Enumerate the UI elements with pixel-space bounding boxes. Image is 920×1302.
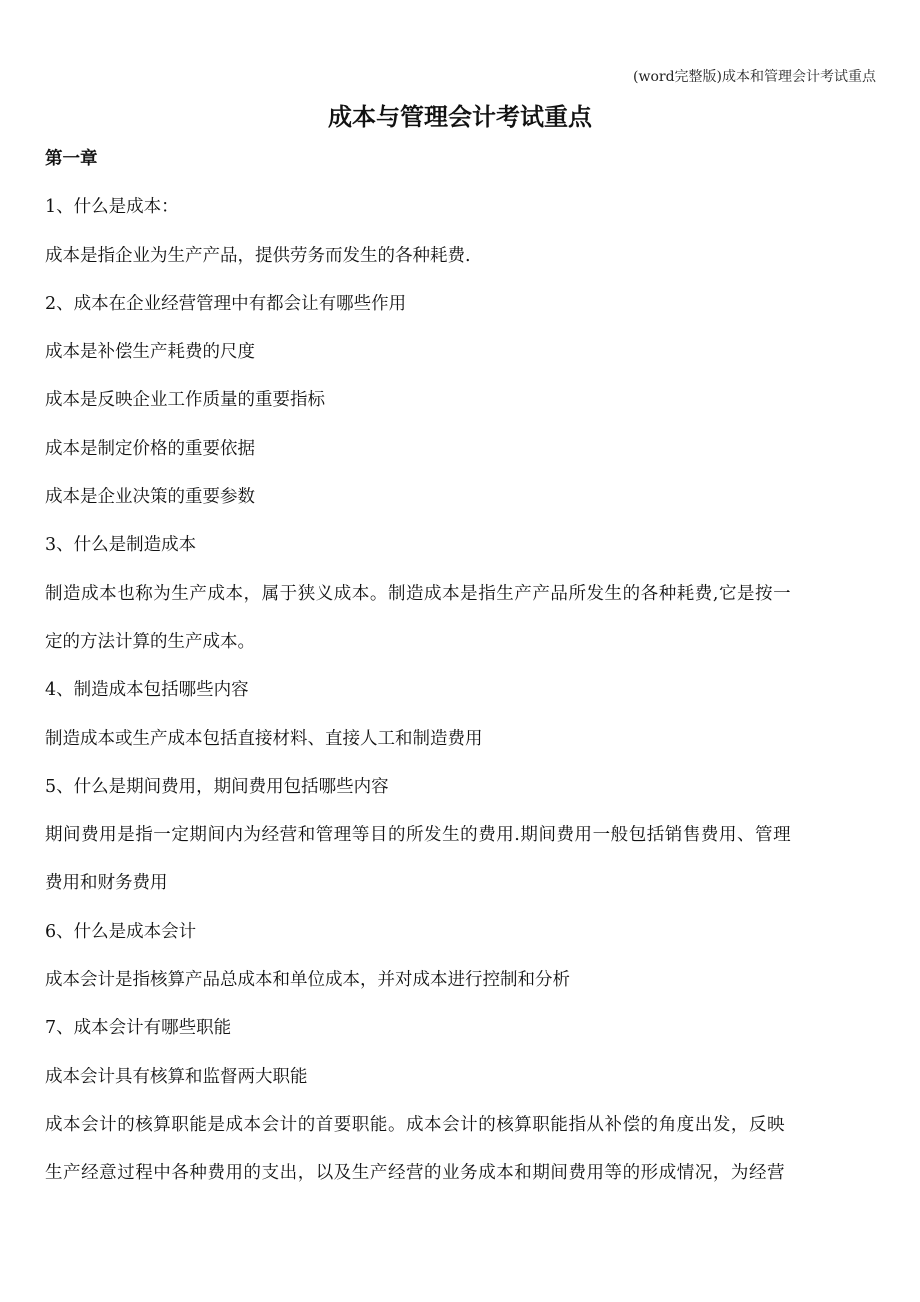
answer-6: 成本会计是指核算产品总成本和单位成本，并对成本进行控制和分析 [45,970,570,991]
question-7: 7、成本会计有哪些职能 [45,1018,232,1039]
answer-1: 成本是指企业为生产产品，提供劳务而发生的各种耗费. [45,245,471,266]
answer-5-line: 期间费用是指一定期间内为经营和管理等目的所发生的费用.期间费用一般包括销售费用、管理 [45,825,792,846]
question-6: 6、什么是成本会计 [45,921,197,942]
answer-7: 成本会计具有核算和监督两大职能 [45,1066,308,1087]
question-2: 2、成本在企业经营管理中有都会让有哪些作用 [45,293,407,314]
answer-7-detail-line: 生产经意过程中各种费用的支出，以及生产经营的业务成本和期间费用等的形成情况，为经营 [45,1163,786,1184]
answer-7-detail-line: 成本会计的核算职能是成本会计的首要职能。成本会计的核算职能指从补偿的角度出发，反映 [45,1114,786,1135]
answer-2-item: 成本是反映企业工作质量的重要指标 [45,390,325,411]
answer-4: 制造成本或生产成本包括直接材料、直接人工和制造费用 [45,728,483,749]
running-header: (word完整版)成本和管理会计考试重点 [633,69,876,85]
chapter-heading: 第一章 [45,149,98,169]
answer-3-line: 定的方法计算的生产成本。 [45,631,255,652]
question-4: 4、制造成本包括哪些内容 [45,680,249,701]
answer-3-line: 制造成本也称为生产成本，属于狭义成本。制造成本是指生产产品所发生的各种耗费,它是按一 [45,583,792,604]
question-1: 1、什么是成本： [45,197,179,218]
document-body [45,141,885,1204]
answer-2-item: 成本是补偿生产耗费的尺度 [45,342,255,363]
document-title: 成本与管理会计考试重点 [328,103,592,131]
question-5: 5、什么是期间费用，期间费用包括哪些内容 [45,776,389,797]
answer-2-item: 成本是企业决策的重要参数 [45,487,255,508]
answer-5-line: 费用和财务费用 [45,873,168,894]
question-3: 3、什么是制造成本 [45,535,197,556]
answer-2-item: 成本是制定价格的重要依据 [45,438,255,459]
